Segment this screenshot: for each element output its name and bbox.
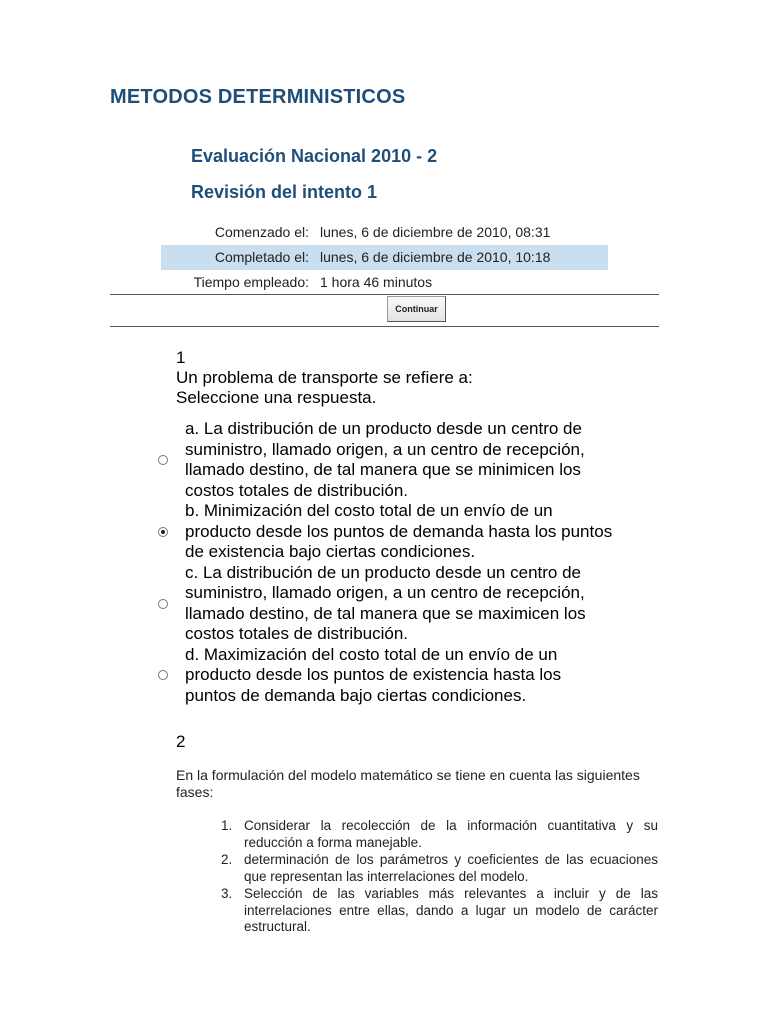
list-number: 2. — [221, 852, 233, 867]
option-text: c. La distribución de un producto desde un centro de suministro, llamado origen, a un centro de recepción, llamado destino, de tal manera que se maximicen los costos totales de distribución. — [185, 562, 586, 643]
option-a[interactable] — [158, 419, 658, 501]
option-text: d. Maximización del costo total de un envío de un producto desde los puntos de existencia hasta los puntos de demanda bajo ciertas condiciones. — [185, 644, 562, 705]
question-text: En la formulación del modelo matemático se tiene en cuenta las siguientes fases: — [176, 767, 640, 800]
radio-button[interactable] — [158, 599, 168, 609]
phases-list — [221, 818, 658, 937]
summary-row-completed — [161, 245, 608, 270]
summary-label: Tiempo empleado: — [193, 274, 309, 290]
option-d[interactable] — [158, 645, 658, 707]
summary-label: Completado el: — [214, 249, 309, 265]
summary-label: Comenzado el: — [214, 224, 309, 240]
list-text: Selección de las variables más relevantes a incluir y de las interrelaciones entre ellas, dando a lugar un modelo de carácter estructural. — [244, 886, 658, 934]
list-item — [221, 852, 658, 885]
option-c[interactable] — [158, 563, 658, 645]
option-b[interactable] — [158, 501, 658, 563]
attempt-heading: Revisión del intento 1 — [191, 182, 378, 202]
list-number: 1. — [221, 818, 233, 833]
divider — [110, 326, 659, 327]
summary-value: lunes, 6 de diciembre de 2010, 10:18 — [320, 249, 551, 265]
list-item — [221, 818, 658, 851]
question-number: 2 — [176, 732, 186, 751]
summary-value: lunes, 6 de diciembre de 2010, 08:31 — [320, 224, 551, 240]
quiz-name[interactable]: Evaluación Nacional 2010 - 2 — [191, 146, 438, 166]
list-text: determinación de los parámetros y coeficientes de las ecuaciones que representan las interrelaciones del modelo. — [244, 852, 658, 884]
continue-button[interactable]: Continuar — [387, 296, 446, 322]
divider — [110, 294, 659, 295]
summary-row-time-taken — [161, 270, 608, 295]
attempt-summary-table — [161, 220, 608, 295]
radio-button[interactable] — [158, 455, 168, 465]
question-number: 1 — [176, 348, 186, 367]
summary-value: 1 hora 46 minutos — [320, 274, 433, 290]
list-item — [221, 886, 658, 936]
radio-button-selected[interactable] — [158, 527, 168, 537]
radio-button[interactable] — [158, 670, 168, 680]
course-title: METODOS DETERMINISTICOS — [110, 86, 406, 108]
summary-row-started — [161, 220, 608, 245]
option-text: a. La distribución de un producto desde un centro de suministro, llamado origen, a un centro de recepción, llamado destino, de tal manera que se minimicen los costos totales de distribución. — [185, 419, 585, 500]
option-text: b. Minimización del costo total de un envío de un producto desde los puntos de demanda hasta los puntos de existencia bajo ciertas condiciones. — [185, 501, 613, 561]
list-text: Considerar la recolección de la información cuantitativa y su reducción a forma manejable. — [244, 818, 658, 850]
list-number: 3. — [221, 886, 233, 901]
question-1 — [176, 348, 473, 408]
question-text: Un problema de transporte se refiere a: — [176, 368, 473, 387]
answer-options — [158, 419, 658, 706]
question-prompt: Seleccione una respuesta. — [176, 388, 377, 407]
